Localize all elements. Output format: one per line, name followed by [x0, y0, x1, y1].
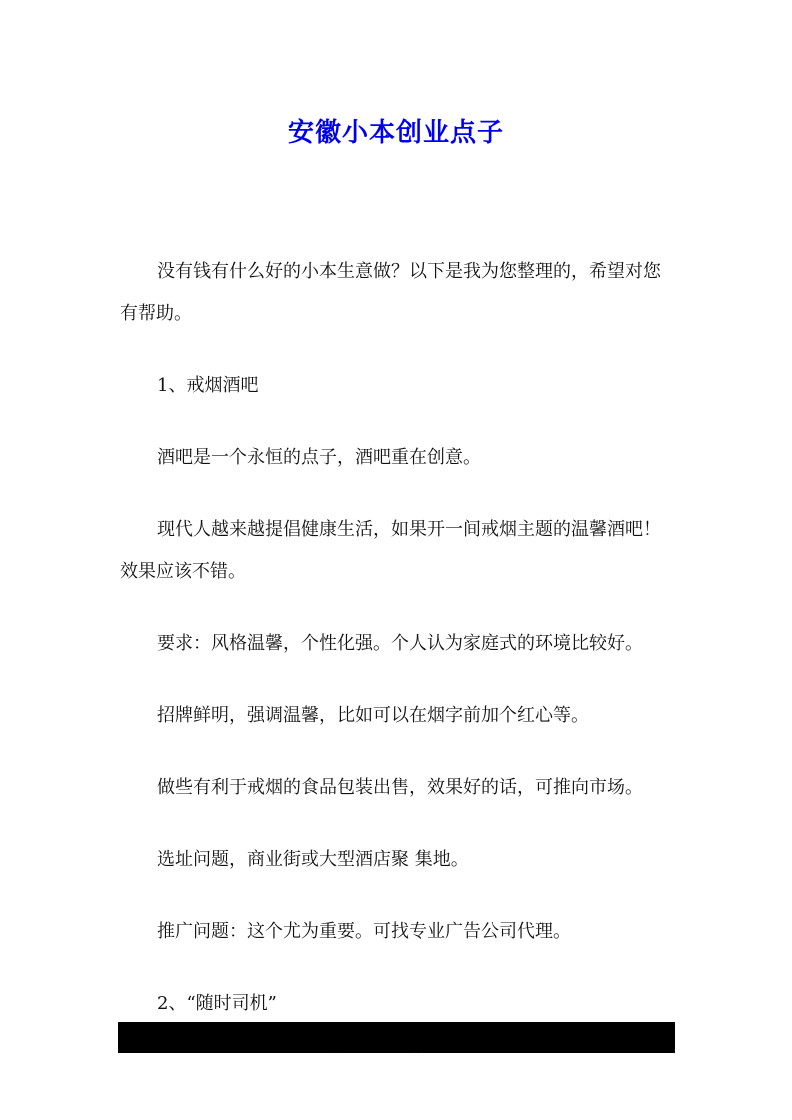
section-heading-2: 2、“随时司机” — [157, 993, 277, 1014]
page-footer — [118, 1022, 675, 1069]
section-heading-1: 1、戒烟酒吧 — [157, 375, 259, 396]
paragraph: 要求：风格温馨，个性化强。个人认为家庭式的环境比较好。 — [157, 633, 643, 654]
page-indicator: 第 1 页 / 总共5 页 — [330, 1053, 472, 1069]
document-title: 安徽小本创业点子 — [287, 118, 504, 148]
paragraph: 酒吧是一个永恒的点子，酒吧重在创意。 — [157, 447, 481, 468]
paragraph: 推广问题：这个尤为重要。可找专业广告公司代理。 — [157, 921, 571, 942]
document-body — [120, 251, 676, 1055]
paragraph: 选址问题，商业街或大型酒店聚 集地。 — [157, 849, 469, 870]
paragraph-intro: 没有钱有什么好的小本生意做？以下是我为您整理的，希望对您有帮助。 — [120, 261, 661, 324]
paragraph: 招牌鲜明，强调温馨，比如可以在烟字前加个红心等。 — [157, 705, 589, 726]
paragraph: 现代人越来越提倡健康生活，如果开一间戒烟主题的温馨酒吧！效果应该不错。 — [120, 519, 661, 582]
paragraph: 做些有利于戒烟的食品包装出售，效果好的话，可推向市场。 — [157, 777, 643, 798]
